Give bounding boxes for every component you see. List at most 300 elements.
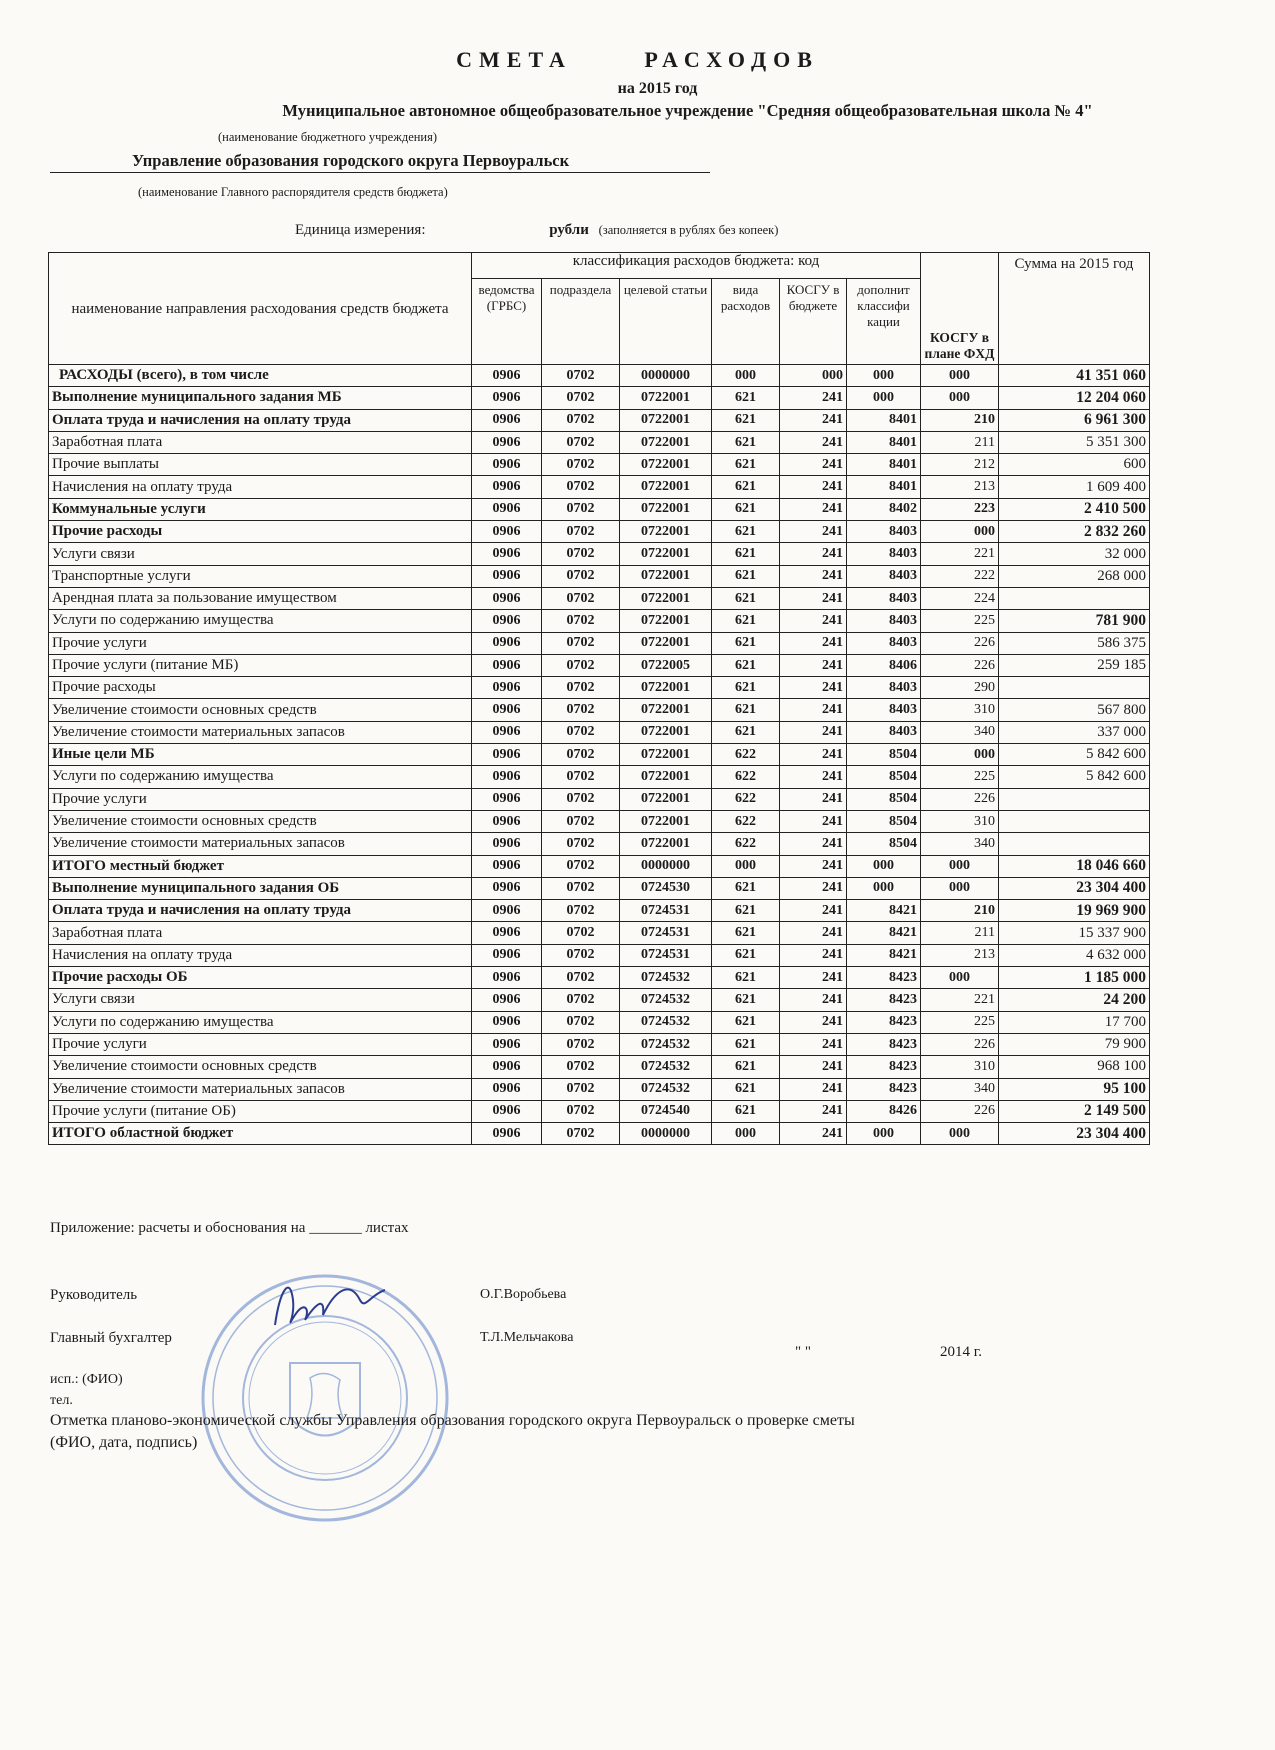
row-dop: 8403 <box>847 565 921 587</box>
row-name: РАСХОДЫ (всего), в том числе <box>49 365 472 387</box>
institution-name: Муниципальное автономное общеобразовательное учреждение "Средняя общеобразовательная школа № 4" <box>282 101 1093 120</box>
row-dop: 000 <box>847 387 921 409</box>
row-kosgu-budget: 241 <box>780 788 847 810</box>
row-dop: 8421 <box>847 922 921 944</box>
row-podrazdela: 0702 <box>542 632 620 654</box>
row-podrazdela: 0702 <box>542 521 620 543</box>
row-sum: 24 200 <box>999 989 1150 1011</box>
row-celevoy: 0722001 <box>620 699 712 721</box>
row-vedomstva: 0906 <box>472 721 542 743</box>
row-vedomstva: 0906 <box>472 1033 542 1055</box>
row-dop: 8504 <box>847 810 921 832</box>
unit-note: (заполняется в рублях без копеек) <box>598 223 779 237</box>
row-podrazdela: 0702 <box>542 1011 620 1033</box>
title-word-1: СМЕТА <box>456 47 572 72</box>
row-celevoy: 0722001 <box>620 833 712 855</box>
row-vida: 621 <box>712 967 780 989</box>
row-sum: 5 842 600 <box>999 744 1150 766</box>
row-sum: 18 046 660 <box>999 855 1150 877</box>
row-sum <box>999 788 1150 810</box>
row-kosgu-plan: 000 <box>921 967 999 989</box>
row-celevoy: 0722001 <box>620 677 712 699</box>
table-row <box>49 1056 1150 1078</box>
row-vida: 621 <box>712 721 780 743</box>
row-celevoy: 0724531 <box>620 900 712 922</box>
row-dop: 8402 <box>847 498 921 520</box>
row-sum: 15 337 900 <box>999 922 1150 944</box>
row-dop: 8504 <box>847 744 921 766</box>
row-vedomstva: 0906 <box>472 788 542 810</box>
row-vedomstva: 0906 <box>472 1123 542 1145</box>
row-name: Прочие расходы <box>49 521 472 543</box>
table-row <box>49 610 1150 632</box>
row-vida: 621 <box>712 454 780 476</box>
row-dop: 8403 <box>847 521 921 543</box>
row-name: Транспортные услуги <box>49 565 472 587</box>
row-podrazdela: 0702 <box>542 365 620 387</box>
row-podrazdela: 0702 <box>542 744 620 766</box>
row-vida: 621 <box>712 877 780 899</box>
row-celevoy: 0722001 <box>620 387 712 409</box>
row-kosgu-budget: 241 <box>780 900 847 922</box>
row-vedomstva: 0906 <box>472 1078 542 1100</box>
row-vida: 621 <box>712 610 780 632</box>
row-vedomstva: 0906 <box>472 431 542 453</box>
row-kosgu-budget: 241 <box>780 1100 847 1122</box>
row-vedomstva: 0906 <box>472 833 542 855</box>
row-vida: 621 <box>712 654 780 676</box>
row-kosgu-budget: 241 <box>780 610 847 632</box>
row-name: Услуги по содержанию имущества <box>49 766 472 788</box>
row-podrazdela: 0702 <box>542 587 620 609</box>
row-vida: 000 <box>712 855 780 877</box>
row-celevoy: 0722001 <box>620 810 712 832</box>
row-dop: 8423 <box>847 1078 921 1100</box>
row-vida: 621 <box>712 900 780 922</box>
table-row <box>49 944 1150 966</box>
row-podrazdela: 0702 <box>542 944 620 966</box>
row-kosgu-plan: 000 <box>921 744 999 766</box>
col-header-name: наименование направления расходования средств бюджета <box>49 253 472 365</box>
director-name: О.Г.Воробьева <box>480 1287 567 1302</box>
row-sum <box>999 677 1150 699</box>
accountant-name: Т.Л.Мельчакова <box>480 1330 574 1345</box>
row-name: Начисления на оплату труда <box>49 944 472 966</box>
header-row-1 <box>49 253 1150 279</box>
row-dop: 8504 <box>847 833 921 855</box>
row-name: Услуги по содержанию имущества <box>49 610 472 632</box>
row-sum: 4 632 000 <box>999 944 1150 966</box>
row-sum: 5 351 300 <box>999 431 1150 453</box>
row-name: Выполнение муниципального задания ОБ <box>49 877 472 899</box>
row-podrazdela: 0702 <box>542 810 620 832</box>
row-podrazdela: 0702 <box>542 409 620 431</box>
row-vida: 621 <box>712 543 780 565</box>
row-vida: 621 <box>712 1100 780 1122</box>
row-celevoy: 0722001 <box>620 521 712 543</box>
table-row <box>49 788 1150 810</box>
row-vedomstva: 0906 <box>472 365 542 387</box>
row-celevoy: 0724532 <box>620 1056 712 1078</box>
row-podrazdela: 0702 <box>542 431 620 453</box>
row-podrazdela: 0702 <box>542 498 620 520</box>
row-kosgu-plan: 310 <box>921 1056 999 1078</box>
row-celevoy: 0724531 <box>620 922 712 944</box>
director-signature <box>265 1270 395 1340</box>
row-sum: 586 375 <box>999 632 1150 654</box>
row-kosgu-budget: 241 <box>780 498 847 520</box>
row-name: Оплата труда и начисления на оплату труда <box>49 409 472 431</box>
row-vida: 621 <box>712 1011 780 1033</box>
row-celevoy: 0722001 <box>620 454 712 476</box>
row-vida: 621 <box>712 699 780 721</box>
administrator-line <box>50 151 710 173</box>
row-celevoy: 0724532 <box>620 1078 712 1100</box>
unit-label: Единица измерения: <box>295 222 426 238</box>
row-podrazdela: 0702 <box>542 967 620 989</box>
row-podrazdela: 0702 <box>542 543 620 565</box>
row-dop: 8401 <box>847 454 921 476</box>
row-kosgu-budget: 241 <box>780 1056 847 1078</box>
row-name: Оплата труда и начисления на оплату труда <box>49 900 472 922</box>
row-vida: 621 <box>712 387 780 409</box>
row-celevoy: 0722001 <box>620 721 712 743</box>
row-kosgu-budget: 241 <box>780 521 847 543</box>
row-dop: 8401 <box>847 409 921 431</box>
row-sum: 23 304 400 <box>999 877 1150 899</box>
row-vedomstva: 0906 <box>472 1056 542 1078</box>
row-sum: 567 800 <box>999 699 1150 721</box>
row-kosgu-budget: 241 <box>780 699 847 721</box>
row-sum: 600 <box>999 454 1150 476</box>
row-sum: 268 000 <box>999 565 1150 587</box>
table-row <box>49 877 1150 899</box>
col-header-vedomstva: ведомства (ГРБС) <box>472 279 542 365</box>
row-kosgu-plan: 213 <box>921 476 999 498</box>
row-vida: 000 <box>712 1123 780 1145</box>
row-podrazdela: 0702 <box>542 877 620 899</box>
institution-caption: (наименование бюджетного учреждения) <box>218 130 438 144</box>
row-dop: 8403 <box>847 587 921 609</box>
row-kosgu-plan: 226 <box>921 632 999 654</box>
table-row <box>49 498 1150 520</box>
row-kosgu-plan: 211 <box>921 922 999 944</box>
row-celevoy: 0724540 <box>620 1100 712 1122</box>
table-row <box>49 543 1150 565</box>
budget-table <box>48 252 1150 1145</box>
row-sum: 781 900 <box>999 610 1150 632</box>
row-celevoy: 0724532 <box>620 1011 712 1033</box>
unit-value: рубли <box>549 222 589 238</box>
row-vida: 621 <box>712 587 780 609</box>
check-sub: (ФИО, дата, подпись) <box>50 1434 198 1451</box>
row-dop: 000 <box>847 877 921 899</box>
appendix-suffix: листах <box>365 1220 409 1236</box>
row-podrazdela: 0702 <box>542 1056 620 1078</box>
row-kosgu-plan: 000 <box>921 365 999 387</box>
appendix-blank: _______ <box>309 1220 362 1236</box>
row-vedomstva: 0906 <box>472 677 542 699</box>
row-celevoy: 0724530 <box>620 877 712 899</box>
row-vida: 622 <box>712 833 780 855</box>
row-celevoy: 0722001 <box>620 409 712 431</box>
row-kosgu-plan: 310 <box>921 699 999 721</box>
row-sum: 1 185 000 <box>999 967 1150 989</box>
row-podrazdela: 0702 <box>542 677 620 699</box>
row-sum <box>999 833 1150 855</box>
table-row <box>49 454 1150 476</box>
row-sum <box>999 587 1150 609</box>
row-vida: 621 <box>712 565 780 587</box>
row-name: Арендная плата за пользование имуществом <box>49 587 472 609</box>
table-row <box>49 766 1150 788</box>
table-row <box>49 721 1150 743</box>
col-header-celevoy: целевой статьи <box>620 279 712 365</box>
row-dop: 000 <box>847 1123 921 1145</box>
row-celevoy: 0722001 <box>620 476 712 498</box>
row-vedomstva: 0906 <box>472 944 542 966</box>
row-celevoy: 0000000 <box>620 1123 712 1145</box>
row-name: Услуги связи <box>49 989 472 1011</box>
row-kosgu-budget: 241 <box>780 1078 847 1100</box>
row-podrazdela: 0702 <box>542 387 620 409</box>
row-vida: 621 <box>712 989 780 1011</box>
row-sum: 259 185 <box>999 654 1150 676</box>
row-vedomstva: 0906 <box>472 766 542 788</box>
row-sum: 23 304 400 <box>999 1123 1150 1145</box>
row-sum: 95 100 <box>999 1078 1150 1100</box>
row-podrazdela: 0702 <box>542 610 620 632</box>
row-name: Прочие расходы <box>49 677 472 699</box>
row-dop: 8504 <box>847 788 921 810</box>
row-kosgu-budget: 241 <box>780 1033 847 1055</box>
row-podrazdela: 0702 <box>542 922 620 944</box>
row-podrazdela: 0702 <box>542 1078 620 1100</box>
row-dop: 8403 <box>847 721 921 743</box>
row-podrazdela: 0702 <box>542 788 620 810</box>
row-dop: 8423 <box>847 1033 921 1055</box>
row-name: ИТОГО местный бюджет <box>49 855 472 877</box>
row-name: Начисления на оплату труда <box>49 476 472 498</box>
row-dop: 8406 <box>847 654 921 676</box>
row-kosgu-budget: 241 <box>780 744 847 766</box>
row-name: Прочие расходы ОБ <box>49 967 472 989</box>
row-kosgu-budget: 241 <box>780 877 847 899</box>
row-podrazdela: 0702 <box>542 565 620 587</box>
row-podrazdela: 0702 <box>542 699 620 721</box>
row-podrazdela: 0702 <box>542 1123 620 1145</box>
row-podrazdela: 0702 <box>542 454 620 476</box>
row-kosgu-plan: 213 <box>921 944 999 966</box>
table-row <box>49 967 1150 989</box>
row-kosgu-plan: 226 <box>921 788 999 810</box>
row-kosgu-plan: 226 <box>921 1033 999 1055</box>
row-vedomstva: 0906 <box>472 810 542 832</box>
row-kosgu-budget: 241 <box>780 387 847 409</box>
table-row <box>49 833 1150 855</box>
row-name: Прочие услуги <box>49 788 472 810</box>
table-row <box>49 632 1150 654</box>
row-vedomstva: 0906 <box>472 877 542 899</box>
row-kosgu-budget: 241 <box>780 810 847 832</box>
table-body <box>49 365 1150 1145</box>
row-kosgu-plan: 221 <box>921 989 999 1011</box>
row-kosgu-plan: 211 <box>921 431 999 453</box>
row-sum: 5 842 600 <box>999 766 1150 788</box>
table-row <box>49 699 1150 721</box>
row-vedomstva: 0906 <box>472 521 542 543</box>
row-celevoy: 0724532 <box>620 967 712 989</box>
row-podrazdela: 0702 <box>542 1033 620 1055</box>
row-dop: 8421 <box>847 944 921 966</box>
row-sum: 2 410 500 <box>999 498 1150 520</box>
row-celevoy: 0000000 <box>620 365 712 387</box>
row-sum: 2 149 500 <box>999 1100 1150 1122</box>
row-name: Увеличение стоимости основных средств <box>49 1056 472 1078</box>
row-kosgu-budget: 241 <box>780 409 847 431</box>
row-kosgu-budget: 241 <box>780 431 847 453</box>
row-sum: 41 351 060 <box>999 365 1150 387</box>
row-vedomstva: 0906 <box>472 587 542 609</box>
row-vida: 621 <box>712 1033 780 1055</box>
row-celevoy: 0722001 <box>620 431 712 453</box>
row-kosgu-budget: 241 <box>780 944 847 966</box>
row-kosgu-budget: 241 <box>780 454 847 476</box>
row-podrazdela: 0702 <box>542 476 620 498</box>
row-sum: 32 000 <box>999 543 1150 565</box>
check-note: Отметка планово-экономической службы Управления образования городского округа Первоуральск о проверке сметы <box>50 1412 855 1429</box>
title-word-2: РАСХОДОВ <box>644 47 819 72</box>
row-dop: 8504 <box>847 766 921 788</box>
director-label: Руководитель <box>50 1287 138 1303</box>
row-vida: 621 <box>712 409 780 431</box>
row-dop: 8403 <box>847 677 921 699</box>
row-podrazdela: 0702 <box>542 654 620 676</box>
row-vida: 621 <box>712 476 780 498</box>
row-vedomstva: 0906 <box>472 498 542 520</box>
col-header-sum: Сумма на 2015 год <box>999 253 1150 365</box>
unit-row <box>295 222 778 239</box>
table-row <box>49 1100 1150 1122</box>
row-sum: 1 609 400 <box>999 476 1150 498</box>
row-vedomstva: 0906 <box>472 409 542 431</box>
row-kosgu-budget: 241 <box>780 654 847 676</box>
row-vedomstva: 0906 <box>472 565 542 587</box>
row-dop: 8426 <box>847 1100 921 1122</box>
table-row <box>49 565 1150 587</box>
row-kosgu-budget: 241 <box>780 565 847 587</box>
row-kosgu-plan: 340 <box>921 1078 999 1100</box>
row-dop: 8403 <box>847 543 921 565</box>
row-name: ИТОГО областной бюджет <box>49 1123 472 1145</box>
table-row <box>49 409 1150 431</box>
row-kosgu-budget: 241 <box>780 766 847 788</box>
phone-label: тел. <box>50 1393 73 1408</box>
table-row <box>49 1033 1150 1055</box>
row-dop: 8403 <box>847 699 921 721</box>
row-name: Прочие услуги (питание МБ) <box>49 654 472 676</box>
row-kosgu-budget: 000 <box>780 365 847 387</box>
table-row <box>49 1011 1150 1033</box>
row-vida: 621 <box>712 677 780 699</box>
row-vida: 622 <box>712 788 780 810</box>
row-name: Коммунальные услуги <box>49 498 472 520</box>
row-vedomstva: 0906 <box>472 476 542 498</box>
row-kosgu-budget: 241 <box>780 677 847 699</box>
row-vida: 621 <box>712 1056 780 1078</box>
table-row <box>49 1078 1150 1100</box>
table-row <box>49 431 1150 453</box>
table-row <box>49 989 1150 1011</box>
table-row <box>49 1123 1150 1145</box>
row-kosgu-budget: 241 <box>780 1011 847 1033</box>
col-header-podrazdela: подраздела <box>542 279 620 365</box>
row-kosgu-budget: 241 <box>780 632 847 654</box>
row-dop: 8423 <box>847 967 921 989</box>
row-kosgu-plan: 000 <box>921 521 999 543</box>
row-name: Прочие услуги <box>49 632 472 654</box>
row-kosgu-budget: 241 <box>780 967 847 989</box>
row-vida: 621 <box>712 944 780 966</box>
row-kosgu-plan: 340 <box>921 833 999 855</box>
row-podrazdela: 0702 <box>542 989 620 1011</box>
year-line: на 2015 год <box>617 80 698 97</box>
row-kosgu-plan: 000 <box>921 855 999 877</box>
table-row <box>49 922 1150 944</box>
row-kosgu-budget: 241 <box>780 855 847 877</box>
row-sum: 12 204 060 <box>999 387 1150 409</box>
row-podrazdela: 0702 <box>542 1100 620 1122</box>
row-name: Прочие выплаты <box>49 454 472 476</box>
row-kosgu-budget: 241 <box>780 543 847 565</box>
row-vida: 622 <box>712 766 780 788</box>
table-row <box>49 900 1150 922</box>
appendix-line <box>50 1220 409 1237</box>
row-kosgu-plan: 310 <box>921 810 999 832</box>
row-vedomstva: 0906 <box>472 387 542 409</box>
row-vedomstva: 0906 <box>472 632 542 654</box>
accountant-label: Главный бухгалтер <box>50 1330 172 1346</box>
row-name: Увеличение стоимости материальных запасов <box>49 833 472 855</box>
table-row <box>49 810 1150 832</box>
col-header-dop: дополнит классифи кации <box>847 279 921 365</box>
row-celevoy: 0722005 <box>620 654 712 676</box>
row-vida: 621 <box>712 521 780 543</box>
row-vedomstva: 0906 <box>472 699 542 721</box>
row-kosgu-plan: 000 <box>921 1123 999 1145</box>
executor-label: исп.: (ФИО) <box>50 1372 123 1387</box>
row-name: Увеличение стоимости основных средств <box>49 699 472 721</box>
row-vedomstva: 0906 <box>472 654 542 676</box>
row-kosgu-plan: 290 <box>921 677 999 699</box>
row-sum: 19 969 900 <box>999 900 1150 922</box>
row-vedomstva: 0906 <box>472 454 542 476</box>
row-vedomstva: 0906 <box>472 1011 542 1033</box>
row-kosgu-plan: 226 <box>921 1100 999 1122</box>
table-row <box>49 521 1150 543</box>
row-kosgu-plan: 225 <box>921 610 999 632</box>
row-name: Увеличение стоимости основных средств <box>49 810 472 832</box>
row-vedomstva: 0906 <box>472 1100 542 1122</box>
row-kosgu-plan: 223 <box>921 498 999 520</box>
row-vida: 622 <box>712 810 780 832</box>
row-kosgu-budget: 241 <box>780 721 847 743</box>
row-dop: 8401 <box>847 476 921 498</box>
row-vedomstva: 0906 <box>472 855 542 877</box>
document-title <box>0 47 1275 73</box>
row-vida: 622 <box>712 744 780 766</box>
row-kosgu-plan: 221 <box>921 543 999 565</box>
